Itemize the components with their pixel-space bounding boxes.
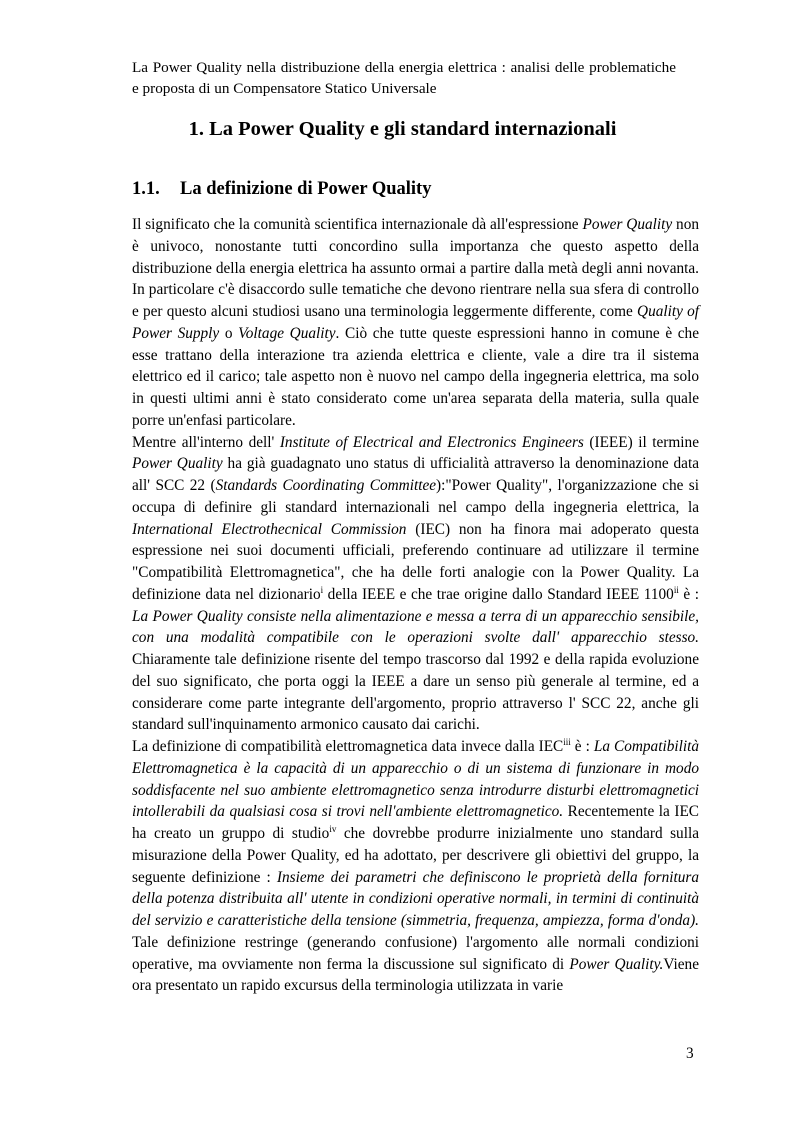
page-number: 3: [686, 1045, 694, 1062]
paragraph-3: [132, 736, 699, 997]
text-run: della IEEE e che trae origine dallo Standard IEEE 1100: [323, 585, 674, 603]
italic-term: Standards Coordinating Committee: [215, 477, 437, 494]
section-heading: [132, 176, 431, 202]
text-run: Chiaramente tale definizione risente del tempo trascorso dal 1992 e della rapida evoluzione del suo significato, che porta oggi la IEEE a dare un senso più generale al termine, ed a considerare come parte integrante dell'argomento, proprio attraverso l' SCC 22, anche gli standard sull'inquinamento armonico causato dai carichi.: [132, 651, 699, 734]
text-run: è :: [570, 738, 594, 755]
italic-definition: La Compatibilità Elettromagnetica è la capacità di un apparecchio o di un sistema di funzionare in modo soddisfacente nel suo ambiente elettromagnetico senza introdurre disturbi elettromagnetici intollerabili da qualsiasi cosa si trovi nell'ambiente elettromagnetico.: [132, 738, 699, 821]
footnote-marker[interactable]: ii: [673, 584, 679, 595]
footnote-marker[interactable]: iii: [563, 737, 571, 747]
text-run: (IEEE) il termine: [583, 433, 699, 451]
italic-term: Power Quality: [132, 455, 223, 473]
footnote-marker[interactable]: iv: [329, 824, 337, 834]
body-text: [132, 214, 699, 997]
text-run: Viene ora presentato un rapido excursus della terminologia utilizzata in varie: [132, 955, 699, 995]
italic-definition: Insieme dei parametri che definiscono le proprietà della fornitura della potenza distribuita all' utente in condizioni operative normali, in termini di continuità del servizio e caratteristiche della tensione (simmetria, frequenza, ampiezza, forma d'onda).: [132, 868, 700, 929]
text-run: Recentemente la IEC ha creato un gruppo di studio: [132, 803, 699, 842]
chapter-title: 1. La Power Quality e gli standard internazionali: [188, 118, 617, 140]
italic-term: International Electrothecnical Commission: [132, 520, 407, 538]
paragraph-2: [132, 432, 699, 737]
text-run: o: [219, 324, 239, 342]
text-run: è :: [678, 585, 699, 603]
footnote-marker[interactable]: i: [320, 584, 324, 595]
section-title: La definizione di Power Quality: [180, 179, 432, 199]
italic-term: Quality of Power Supply: [132, 303, 699, 342]
text-run: Mentre all'interno dell': [132, 433, 280, 451]
text-run: La definizione di compatibilità elettromagnetica data invece dalla IEC: [132, 738, 564, 755]
running-header: La Power Quality nella distribuzione della energia elettrica : analisi delle problematiche e proposta di un Compensatore Statico Universale: [132, 59, 676, 97]
italic-definition: La Power Quality consiste nella alimentazione e messa a terra di un apparecchio sensibile, con una modalità compatibile con le operazioni svolte dall' apparecchio stesso.: [132, 607, 699, 647]
italic-term: Voltage Quality: [238, 324, 336, 342]
paragraph-1: [132, 214, 699, 432]
text-run: che dovrebbe produrre inizialmente uno standard sulla misurazione della Power Quality, ed ha adottato, per descrivere gli obiettivi del gruppo, la seguente definizione :: [132, 825, 699, 886]
text-run: . Ciò che tutte queste espressioni hanno in comune è che esse trattano della interazione tra azienda elettrica e cliente, vale a dire tra il sistema elettrico ed il carico; tale aspetto non è nuovo nel campo della ingegneria elettrica, ma solo in questi ultimi anni è stato considerato come un'area separata della materia, sulla quale porre un'enfasi particolare.: [132, 324, 699, 429]
text-run: non è univoco, nonostante tutti concordino sulla importanza che questo aspetto della distribuzione della energia elettrica ha assunto ormai a partire dalla metà degli anni novanta. In particolare c'è disaccordo sulle tematiche che devono rientrare nella sua sfera di controllo e per questo alcuni studiosi usano una terminologia leggermente differente, come: [132, 216, 699, 320]
italic-term: Institute of Electrical and Electronics Engineers: [279, 433, 584, 451]
section-number: 1.1.: [132, 179, 160, 199]
text-run: Il significato che la comunità scientifica internazionale dà all'espressione: [132, 216, 583, 233]
italic-term: Power Quality.: [569, 955, 664, 973]
text-run: (IEC) non ha finora mai adoperato questa espressione nei suoi documenti ufficiali, preferendo continuare ad utilizzare il termine "Compatibilità Elettromagnetica", che ha delle forti analogie con la Power Quality. La definizione data nel dizionario: [132, 520, 699, 603]
text-run: Tale definizione restringe (generando confusione) l'argomento alle normali condizioni operative, ma ovviamente non ferma la discussione sul significato di: [132, 933, 699, 973]
italic-term: Power Quality: [582, 216, 673, 233]
text-run: ha già guadagnato uno status di ufficialità attraverso la denominazione data all' SCC 22 (: [132, 455, 699, 494]
text-run: ):"Power Quality", l'organizzazione che si occupa di definire gli standard internazionali nel campo della ingegneria elettrica, la: [132, 477, 700, 516]
